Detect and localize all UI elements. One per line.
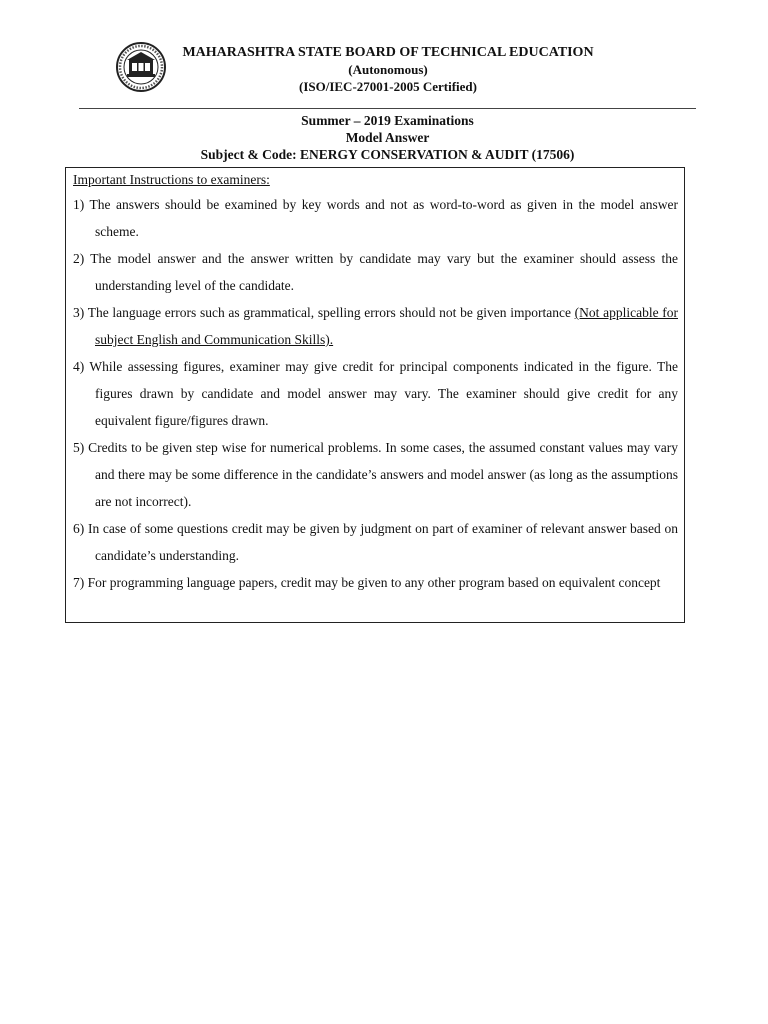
instruction-item: 1) The answers should be examined by key words and not as word-to-word as given in the model answer scheme. [73,197,678,239]
instruction-item [73,299,678,353]
instructions-heading: Important Instructions to examiners: [73,172,270,187]
exam-session: Summer – 2019 Examinations [301,113,474,128]
board-header [170,44,606,95]
header-divider [79,108,696,109]
autonomous-label: (Autonomous) [348,62,428,77]
exam-info [80,112,695,163]
instruction-item: 2) The model answer and the answer written by candidate may vary but the examiner should assess the understanding level of the candidate. [73,251,678,293]
instruction-item: 7) For programming language papers, credit may be given to any other program based on equivalent concept [73,575,661,590]
msbte-logo-icon [113,42,169,92]
subject-code: Subject & Code: ENERGY CONSERVATION & AUDIT (17506) [200,147,575,162]
instructions-box [65,167,685,623]
exam-type: Model Answer [345,130,430,145]
instruction-item: 4) While assessing figures, examiner may give credit for principal components indicated in the figure. The figures drawn by candidate and model answer may vary. The examiner should give credit for any equivalent figure/figures drawn. [73,359,678,428]
instruction-item: 5) Credits to be given step wise for numerical problems. In some cases, the assumed constant values may vary and there may be some difference in the candidate’s answers and model answer (as long as the assumptions are not incorrect). [73,440,678,509]
instruction-item-text: 3) The language errors such as grammatical, spelling errors should not be given importance [73,305,575,320]
board-name: MAHARASHTRA STATE BOARD OF TECHNICAL EDUCATION [182,45,594,60]
certification-label: (ISO/IEC-27001-2005 Certified) [298,79,477,94]
instruction-item: 6) In case of some questions credit may be given by judgment on part of examiner of relevant answer based on candidate’s understanding. [73,521,678,563]
instruction-item-note: (Not applicable for subject English and Communication Skills). [95,305,678,347]
